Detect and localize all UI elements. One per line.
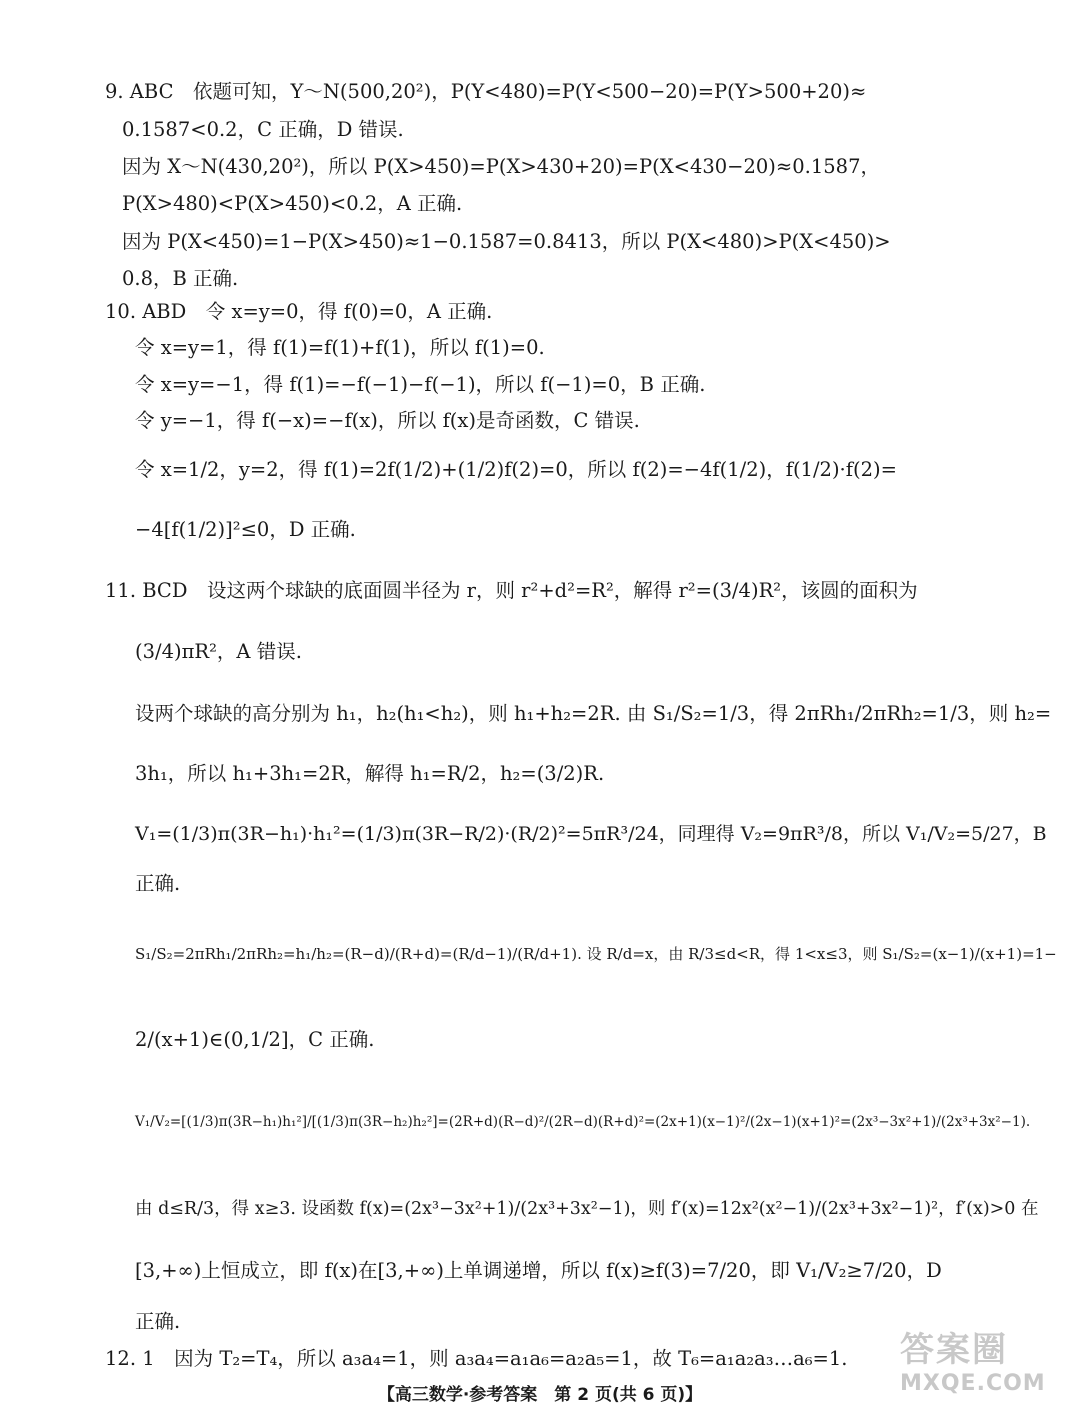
text-line: −4[f(1/2)]²≤0，D 正确. — [135, 518, 356, 541]
text-line: 令 y=−1，得 f(−x)=−f(x)，所以 f(x)是奇函数，C 错误. — [135, 409, 640, 432]
text-line: 12. 1 因为 T₂=T₄，所以 a₃a₄=1，则 a₃a₄=a₁a₆=a₂a₅=1，故 T₆=a₁a₂a₃…a₆=1. — [105, 1347, 848, 1370]
text-line: 3h₁，所以 h₁+3h₁=2R，解得 h₁=R/2，h₂=(3/2)R. — [135, 762, 605, 785]
text-line: 2/(x+1)∈(0,1/2]，C 正确. — [135, 1028, 375, 1051]
text-line: 9. ABC 依题可知，Y～N(500,20²)，P(Y<480)=P(Y<500−20)=P(Y>500+20)≈ — [105, 80, 867, 103]
text-line: 0.8，B 正确. — [122, 267, 239, 290]
text-line: 由 d≤R/3，得 x≥3. 设函数 f(x)=(2x³−3x²+1)/(2x³+3x²−1)，则 f′(x)=12x²(x²−1)/(2x³+3x²−1)²，f′(x)>0 在 — [135, 1199, 1039, 1219]
text-line: 正确. — [135, 872, 181, 895]
text-line: 10. ABD 令 x=y=0，得 f(0)=0，A 正确. — [105, 300, 493, 323]
text-line: 0.1587<0.2，C 正确，D 错误. — [122, 118, 404, 141]
text-line: 因为 X～N(430,20²)，所以 P(X>450)=P(X>430+20)=P(X<430−20)≈0.1587， — [122, 155, 880, 178]
watermark-url: MXQE.COM — [900, 1371, 1046, 1396]
text-line: 因为 P(X<450)=1−P(X>450)≈1−0.1587=0.8413，所以 P(X<480)>P(X<450)> — [122, 230, 891, 253]
text-line: [3,+∞)上恒成立，即 f(x)在[3,+∞)上单调递增，所以 f(x)≥f(3)=7/20，即 V₁/V₂≥7/20，D — [135, 1259, 942, 1282]
text-line: 正确. — [135, 1310, 181, 1333]
text-line: 设两个球缺的高分别为 h₁，h₂(h₁<h₂)，则 h₁+h₂=2R. 由 S₁/S₂=1/3，得 2πRh₁/2πRh₂=1/3，则 h₂= — [135, 702, 1052, 725]
text-line: S₁/S₂=2πRh₁/2πRh₂=h₁/h₂=(R−d)/(R+d)=(R/d−1)/(R/d+1). 设 R/d=x，由 R/3≤d<R，得 1<x≤3，则 S₁/S₂=(x−1)/(x+1)=1− — [135, 945, 1057, 963]
text-line: V₁/V₂=[(1/3)π(3R−h₁)h₁²]/[(1/3)π(3R−h₂)h₂²]=(2R+d)(R−d)²/(2R−d)(R+d)²=(2x+1)(x−1)²/(2x−1)(x+1)²=(2x³−3x²+1)/(2x³+3x²−1). — [135, 1114, 1031, 1130]
text-line: 令 x=y=−1，得 f(1)=−f(−1)−f(−1)，所以 f(−1)=0，B 正确. — [135, 373, 706, 396]
watermark-title: 答案圈 — [900, 1330, 1008, 1370]
text-line: 11. BCD 设这两个球缺的底面圆半径为 r，则 r²+d²=R²，解得 r²=(3/4)R²，该圆的面积为 — [105, 579, 918, 602]
text-line: 令 x=1/2，y=2，得 f(1)=2f(1/2)+(1/2)f(2)=0，所以 f(2)=−4f(1/2)，f(1/2)·f(2)= — [135, 458, 897, 481]
text-line: V₁=(1/3)π(3R−h₁)·h₁²=(1/3)π(3R−R/2)·(R/2)²=5πR³/24，同理得 V₂=9πR³/8，所以 V₁/V₂=5/27，B — [135, 823, 1047, 845]
text-line: (3/4)πR²，A 错误. — [135, 640, 302, 663]
text-line: P(X>480)<P(X>450)<0.2，A 正确. — [122, 192, 463, 215]
text-line: 令 x=y=1，得 f(1)=f(1)+f(1)，所以 f(1)=0. — [135, 336, 545, 359]
page-footer: 【高三数学·参考答案 第 2 页(共 6 页)】 — [377, 1385, 703, 1405]
watermark-logo — [900, 1322, 1070, 1402]
